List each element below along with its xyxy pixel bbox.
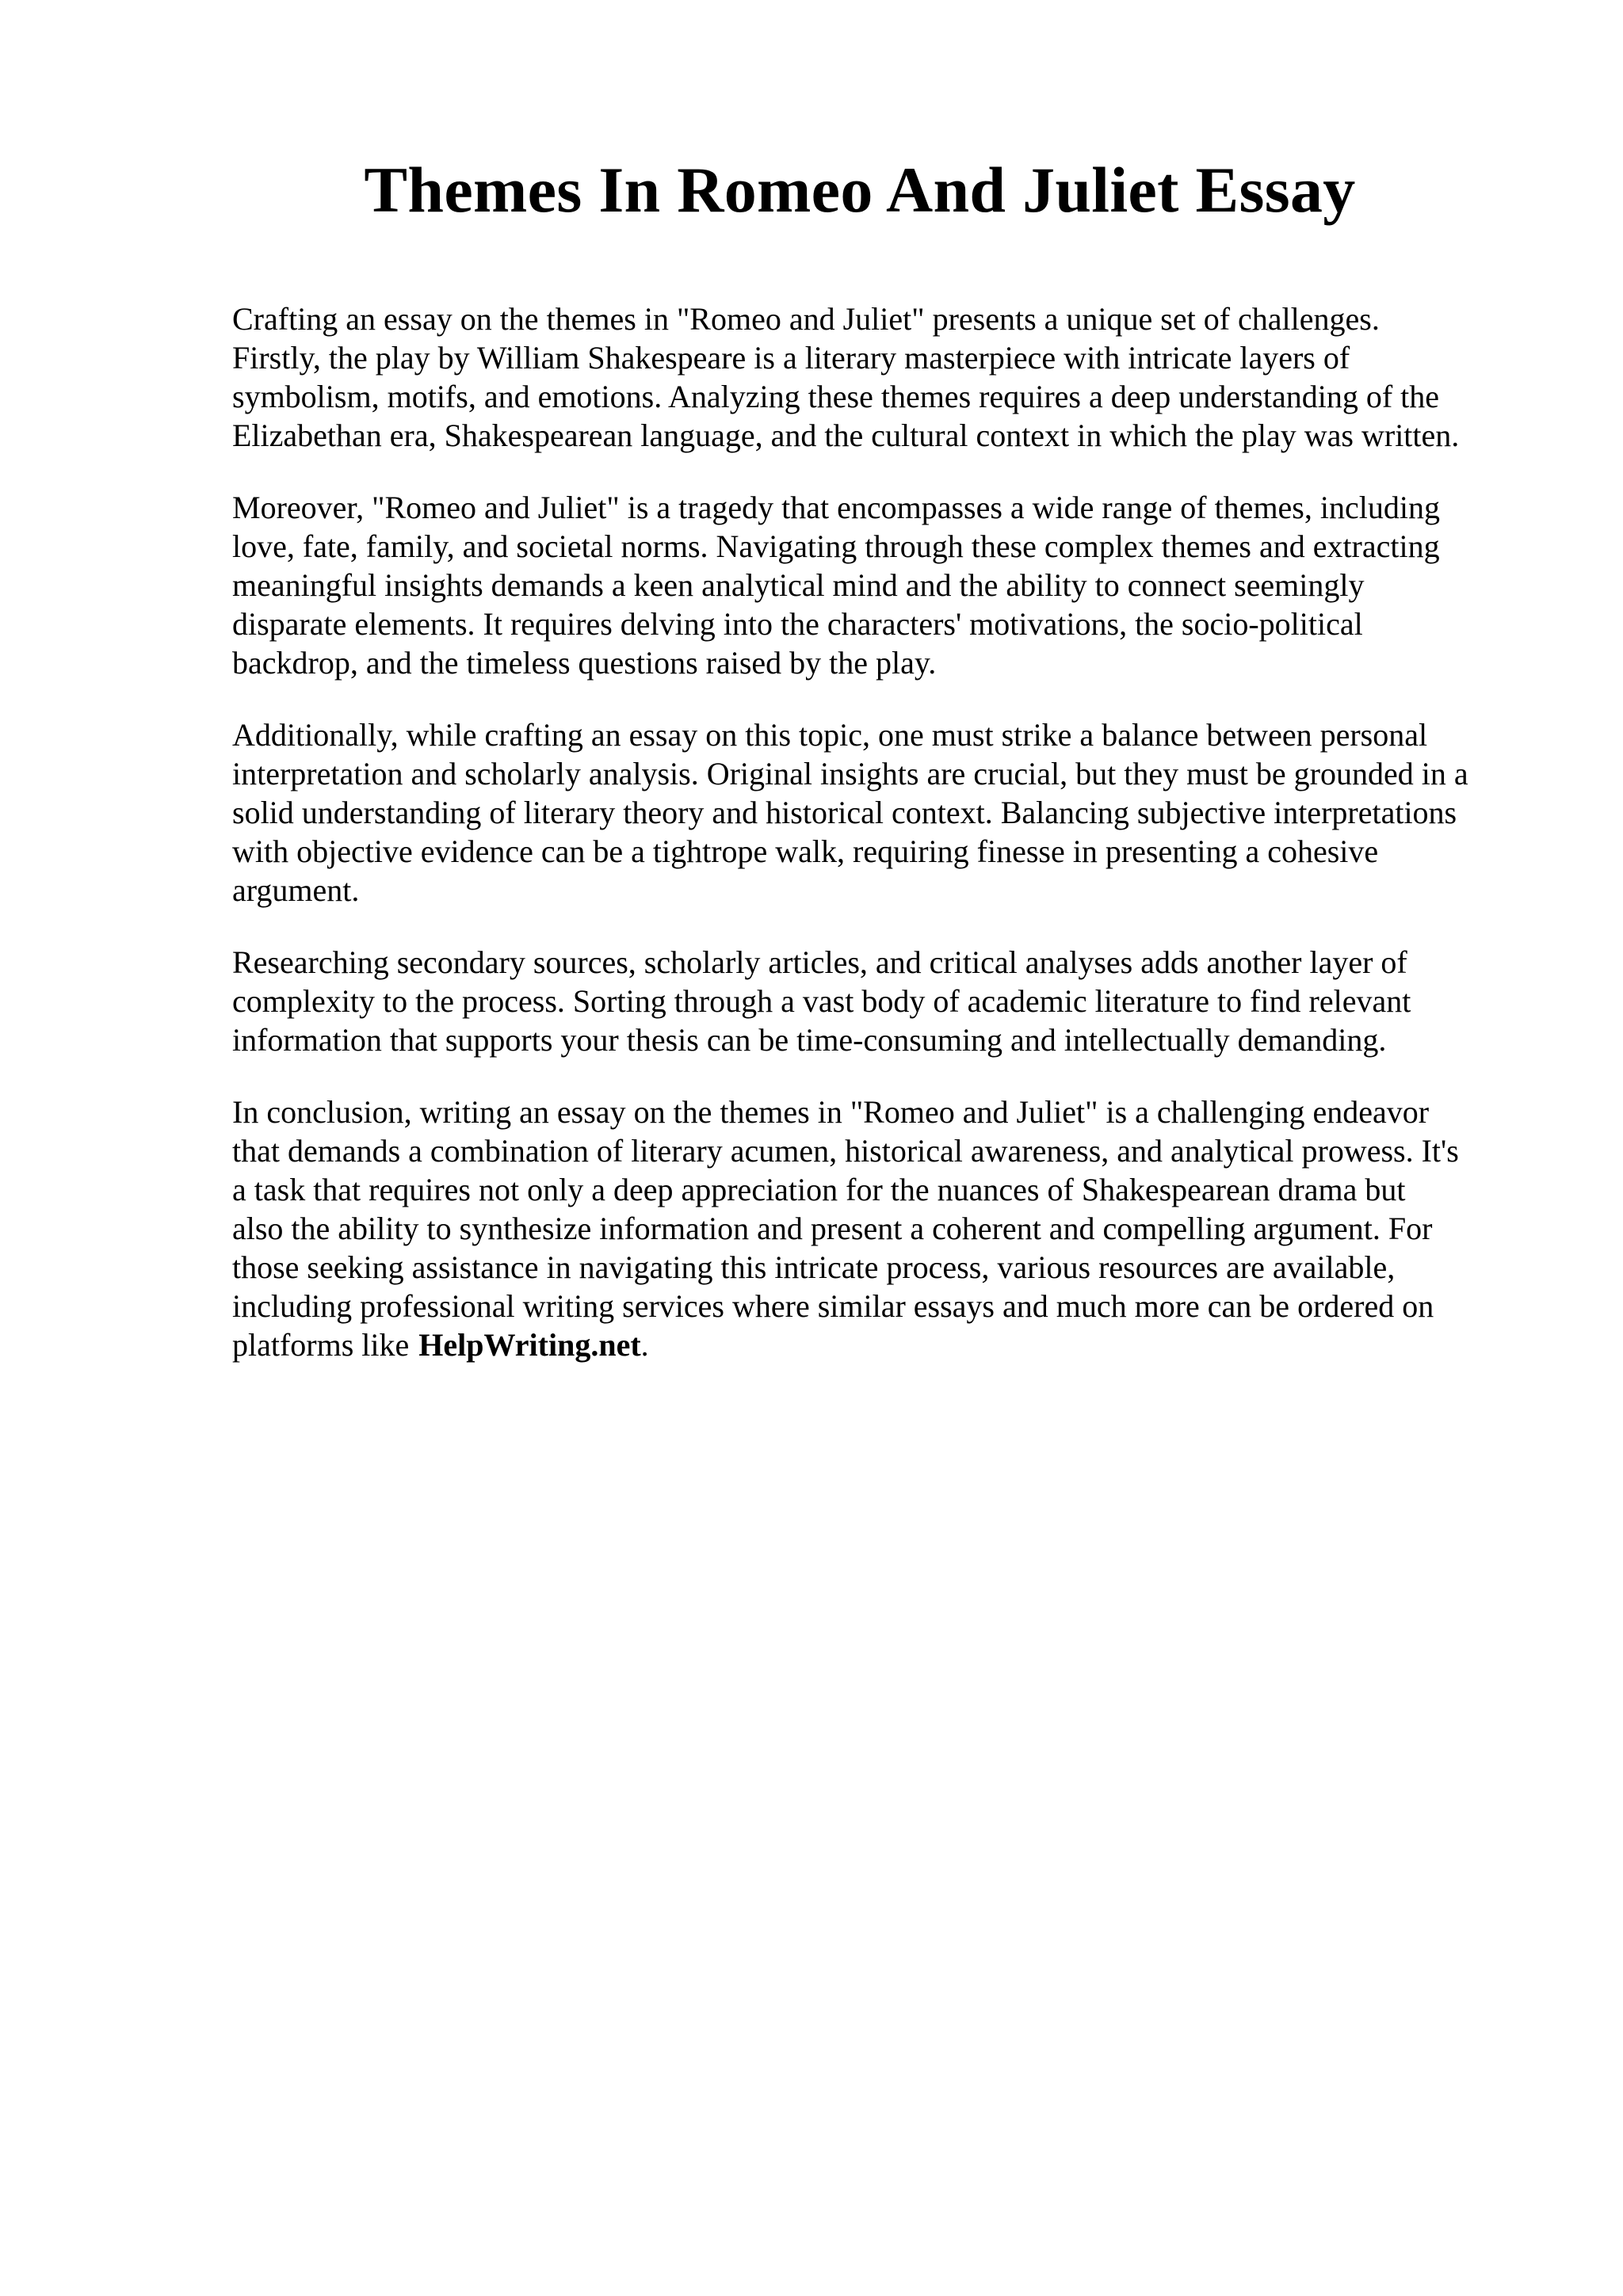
essay-body bbox=[232, 299, 1532, 1398]
paragraph-line: interpretation and scholarly analysis. Original insights are crucial, but they must be grounded in a bbox=[232, 756, 1468, 791]
paragraph-line: symbolism, motifs, and emotions. Analyzing these themes requires a deep understanding of the bbox=[232, 379, 1440, 414]
last-line-prefix: platforms like bbox=[232, 1327, 410, 1363]
paragraph-1 bbox=[232, 299, 1532, 455]
paragraph-line: disparate elements. It requires delving into the characters' motivations, the socio-political bbox=[232, 606, 1363, 642]
paragraph-last-line bbox=[232, 1325, 1532, 1364]
essay-title: Themes In Romeo And Juliet Essay bbox=[364, 154, 1356, 226]
paragraph-line: Researching secondary sources, scholarly articles, and critical analyses adds another layer of bbox=[232, 944, 1407, 980]
paragraph-3 bbox=[232, 715, 1532, 910]
paragraph-line: argument. bbox=[232, 872, 360, 908]
paragraph-line: Firstly, the play by William Shakespeare is a literary masterpiece with intricate layers of bbox=[232, 340, 1350, 376]
paragraph-4 bbox=[232, 943, 1532, 1059]
paragraph-line: In conclusion, writing an essay on the themes in "Romeo and Juliet" is a challenging endeavor bbox=[232, 1094, 1430, 1130]
paragraph-5 bbox=[232, 1093, 1532, 1364]
paragraph-line: also the ability to synthesize information and present a coherent and compelling argument. For bbox=[232, 1211, 1433, 1246]
paragraph-line: solid understanding of literary theory and historical context. Balancing subjective interpretations bbox=[232, 795, 1457, 830]
paragraph-2 bbox=[232, 488, 1532, 682]
paragraph-line: Moreover, "Romeo and Juliet" is a tragedy that encompasses a wide range of themes, including bbox=[232, 490, 1440, 525]
paragraph-line: Additionally, while crafting an essay on this topic, one must strike a balance between personal bbox=[232, 717, 1428, 753]
paragraph-line: Elizabethan era, Shakespearean language, and the cultural context in which the play was written. bbox=[232, 418, 1460, 453]
paragraph-line: meaningful insights demands a keen analytical mind and the ability to connect seemingly bbox=[232, 567, 1365, 603]
paragraph-line: Crafting an essay on the themes in "Romeo and Juliet" presents a unique set of challenges. bbox=[232, 301, 1380, 337]
paragraph-line: those seeking assistance in navigating this intricate process, various resources are available, bbox=[232, 1249, 1396, 1285]
paragraph-line: information that supports your thesis can be time-consuming and intellectually demanding. bbox=[232, 1022, 1387, 1058]
paragraph-line: a task that requires not only a deep appreciation for the nuances of Shakespearean drama but bbox=[232, 1172, 1406, 1207]
paragraph-line: that demands a combination of literary acumen, historical awareness, and analytical prowess. It's bbox=[232, 1133, 1459, 1169]
helpwriting-link[interactable]: HelpWriting.net bbox=[418, 1327, 641, 1363]
paragraph-line: with objective evidence can be a tightrope walk, requiring finesse in presenting a cohesive bbox=[232, 833, 1379, 869]
paragraph-line: backdrop, and the timeless questions raised by the play. bbox=[232, 645, 937, 681]
last-line-suffix: . bbox=[640, 1327, 649, 1363]
paragraph-line: complexity to the process. Sorting through a vast body of academic literature to find relevant bbox=[232, 983, 1411, 1019]
paragraph-line: love, fate, family, and societal norms. Navigating through these complex themes and extracting bbox=[232, 528, 1440, 564]
paragraph-line: including professional writing services where similar essays and much more can be ordered on bbox=[232, 1288, 1434, 1324]
